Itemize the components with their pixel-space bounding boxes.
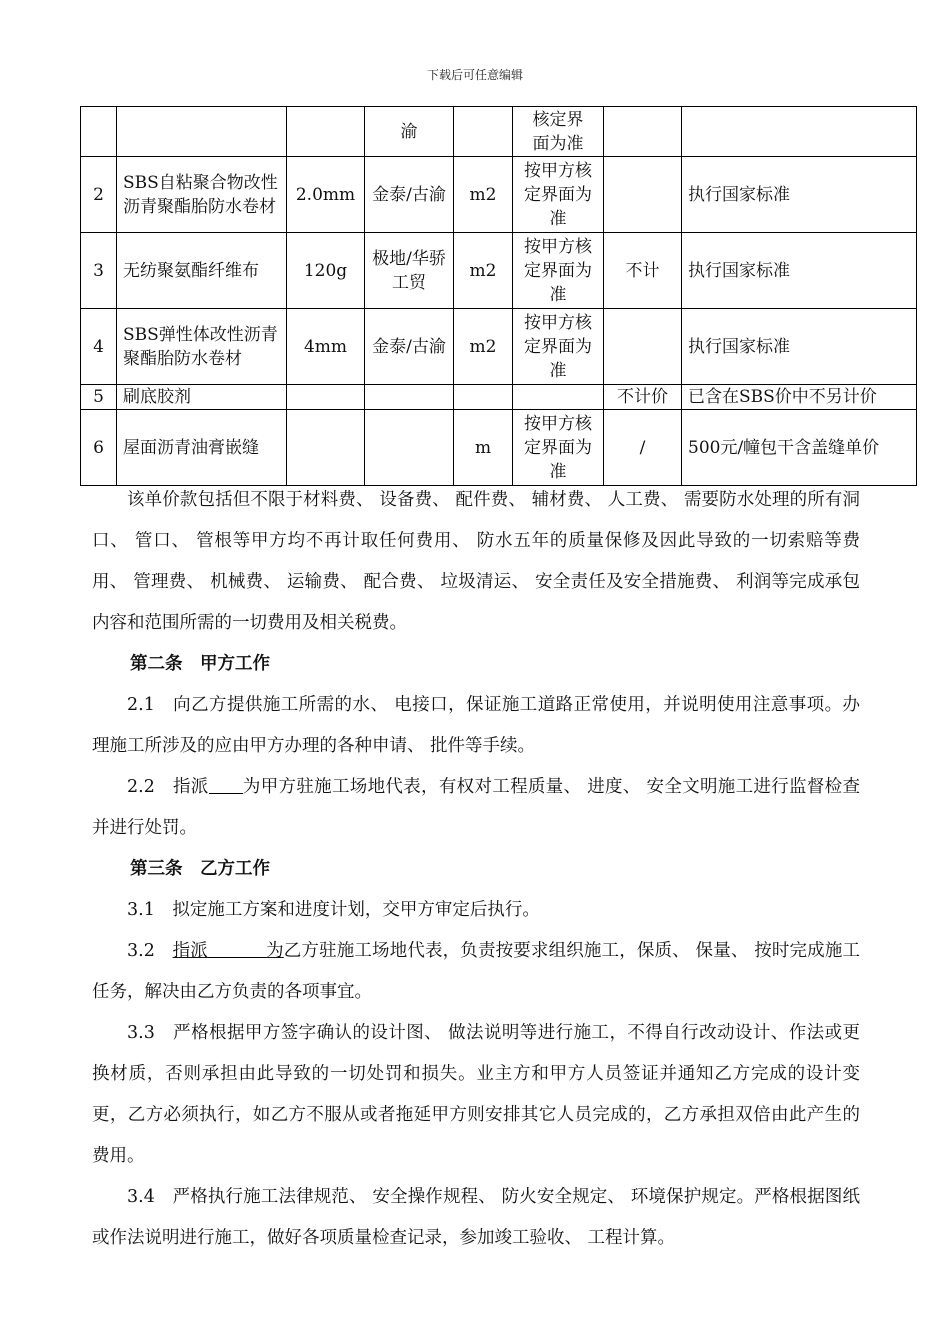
pricing-paragraph: 该单价款包括但不限于材料费、 设备费、 配件费、 辅材费、 人工费、 需要防水处理的所有洞口、 管口、 管根等甲方均不再计取任何费用、 防水五年的质量保修及因此导致的一切索赔等费用、 管理费、 机械费、 运输费、 配合费、 垃圾清运、 安全责任及安全措施费、 利润等完成承包内容和范围所需的一切费用及相关税费。 [92, 490, 860, 633]
table-row [81, 385, 917, 410]
table-cell-brand: 金泰/古渝 [365, 309, 454, 385]
table-cell-unit: m [454, 410, 513, 486]
table-cell-no: 5 [81, 385, 117, 410]
clause-2-1: 2.1 向乙方提供施工所需的水、 电接口，保证施工道路正常使用，并说明使用注意事项。办理施工所涉及的应由甲方办理的各种申请、 批件等手续。 [92, 695, 860, 756]
table-cell-no: 6 [81, 410, 117, 486]
table-cell-note: 500元/幢包干含盖缝单价 [682, 410, 917, 486]
table-cell-name: 屋面沥青油膏嵌缝 [117, 410, 287, 486]
table-row [81, 410, 917, 486]
table-cell-qty: 按甲方核定界面为准 [513, 157, 604, 233]
table-cell-brand: 极地/华骄工贸 [365, 233, 454, 309]
table-cell-unit: m2 [454, 233, 513, 309]
section-heading-party-a: 第二条 甲方工作 [130, 654, 270, 674]
table-cell-qty [513, 385, 604, 410]
table-cell-brand [365, 385, 454, 410]
table-cell-spec [287, 107, 365, 157]
table-cell-unit [454, 385, 513, 410]
table-cell-note: 执行国家标准 [682, 157, 917, 233]
table-row [81, 107, 917, 157]
header-note: 下载后可任意编辑 [426, 68, 523, 82]
table-cell-spec: 4mm [287, 309, 365, 385]
blank-fill-line [208, 940, 266, 959]
clause-2-2-lead: 2.2 指派 [127, 777, 209, 797]
table-cell-price: 不计 [604, 233, 682, 309]
table-cell-price [604, 107, 682, 157]
table-cell-spec [287, 385, 365, 410]
clause-2-2-text: 为甲方驻施工场地代表，有权对工程质量、 进度、 安全文明施工进行监督检查并进行处罚。 [92, 777, 860, 838]
table-row [81, 309, 917, 385]
table-cell-name: SBS自粘聚合物改性沥青聚酯胎防水卷材 [117, 157, 287, 233]
table-cell-unit: m2 [454, 157, 513, 233]
table-cell-price: 不计价 [604, 385, 682, 410]
table-cell-unit [454, 107, 513, 157]
contract-body [92, 480, 860, 1259]
table-cell-spec: 120g [287, 233, 365, 309]
table-cell-note: 已含在SBS价中不另计价 [682, 385, 917, 410]
table-cell-no: 2 [81, 157, 117, 233]
clause-3-3: 3.3 严格根据甲方签字确认的设计图、 做法说明等进行施工，不得自行改动设计、作法或更换材质，否则承担由此导致的一切处罚和损失。业主方和甲方人员签证并通知乙方完成的设计变更，乙方必须执行，如乙方不服从或者拖延甲方则安排其它人员完成的，乙方承担双倍由此产生的费用。 [92, 1023, 860, 1166]
clause-3-4: 3.4 严格执行施工法律规范、 安全操作规程、 防火安全规定、 环境保护规定。严格根据图纸或作法说明进行施工，做好各项质量检查记录，参加竣工验收、 工程计算。 [92, 1187, 860, 1248]
table-cell-note: 执行国家标准 [682, 233, 917, 309]
table-cell-qty: 核定界 面为准 [513, 107, 604, 157]
table-cell-no [81, 107, 117, 157]
clause-3-2-underlined: 指派 [172, 941, 208, 961]
section-heading-party-b: 第三条 乙方工作 [130, 859, 270, 879]
table-cell-note [682, 107, 917, 157]
table-cell-qty: 按甲方核定界面为准 [513, 410, 604, 486]
table-cell-no: 4 [81, 309, 117, 385]
table-cell-name [117, 107, 287, 157]
table-cell-brand: 金泰/古渝 [365, 157, 454, 233]
table-row [81, 157, 917, 233]
clause-2-2 [92, 767, 860, 849]
clause-3-1: 3.1 拟定施工方案和进度计划，交甲方审定后执行。 [127, 900, 540, 920]
clause-3-2-number: 3.2 [127, 941, 173, 961]
table-cell-price [604, 309, 682, 385]
table-cell-brand: 渝 [365, 107, 454, 157]
table-cell-spec [287, 410, 365, 486]
blank-fill-line [209, 776, 243, 795]
table-cell-qty: 按甲方核定界面为准 [513, 309, 604, 385]
table-cell-no: 3 [81, 233, 117, 309]
table-cell-name: 刷底胶剂 [117, 385, 287, 410]
table-cell-price [604, 157, 682, 233]
clause-3-2-text: 乙方驻施工场地代表，负责按要求组织施工，保质、 保量、 按时完成施工任务，解决由乙方负责的各项事宜。 [92, 941, 860, 1002]
materials-table [80, 106, 917, 486]
clause-3-2-for: 为 [265, 941, 284, 961]
table-cell-price: / [604, 410, 682, 486]
table-cell-brand [365, 410, 454, 486]
table-cell-spec: 2.0mm [287, 157, 365, 233]
table-cell-name: SBS弹性体改性沥青聚酯胎防水卷材 [117, 309, 287, 385]
clause-3-2 [92, 931, 860, 1013]
table-cell-qty: 按甲方核定界面为准 [513, 233, 604, 309]
table-cell-note: 执行国家标准 [682, 309, 917, 385]
table-cell-name: 无纺聚氨酯纤维布 [117, 233, 287, 309]
table-cell-unit: m2 [454, 309, 513, 385]
table-row [81, 233, 917, 309]
